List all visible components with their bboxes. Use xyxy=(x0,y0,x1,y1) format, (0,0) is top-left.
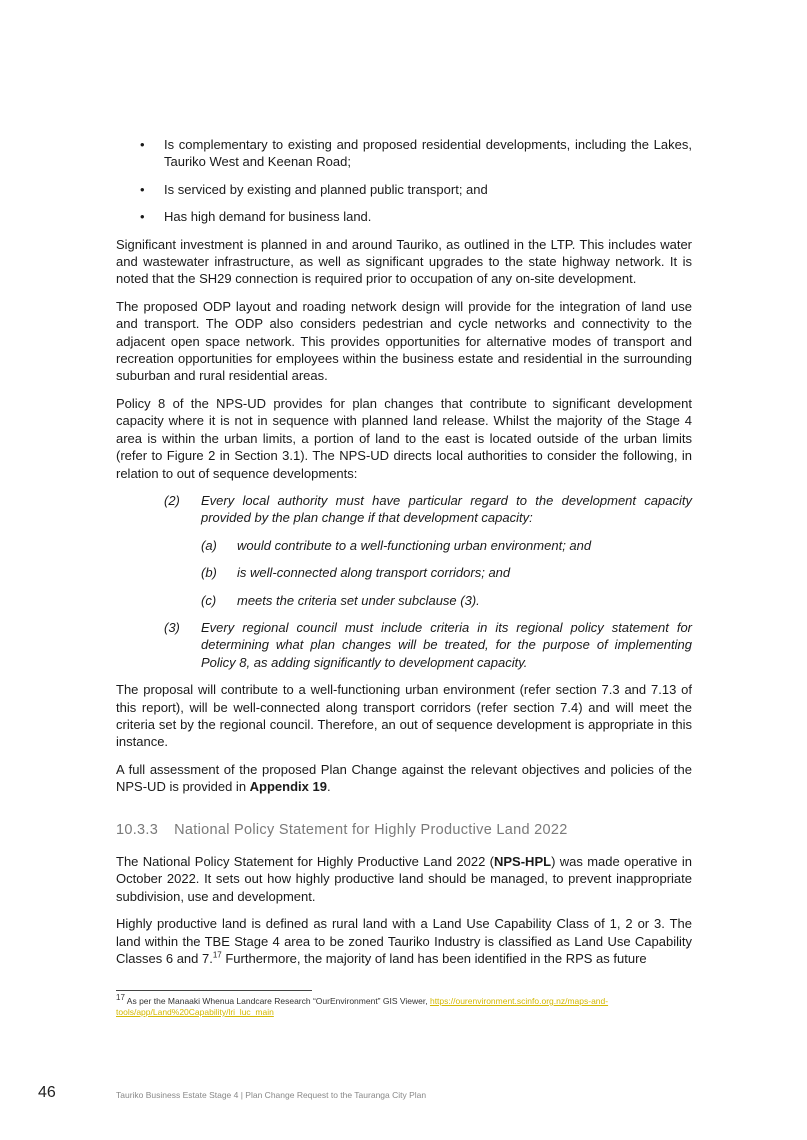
footnote-marker[interactable]: 17 xyxy=(212,950,222,960)
quote-item-text: Every regional council must include criteria in its regional policy statement for determining what plan changes will be treated, for the purpose of implementing Policy 8, as adding significantly to development capacity. xyxy=(201,619,692,670)
text-run: . xyxy=(326,779,331,795)
section-number: 10.3.3 xyxy=(116,821,159,838)
quote-item-number: (2) xyxy=(164,492,180,508)
policy-quote xyxy=(116,492,692,671)
acronym-bold: NPS-HPL xyxy=(494,854,552,869)
quote-subitem-number: (a) xyxy=(201,537,217,553)
paragraph xyxy=(116,853,692,905)
text-run: The National Policy Statement for Highly Productive Land 2022 ( xyxy=(116,854,494,869)
paragraph: The proposed ODP layout and roading network design will provide for the integration of land use and transport. The ODP also considers pedestrian and cycle networks and connectivity to the adjacent open space network. This provides opportunities for alternative modes of transport and recreation opportunities for employees within the business estate and residential in the surrounding suburban and rural residential areas. xyxy=(116,298,692,384)
quote-item-number: (3) xyxy=(164,619,180,635)
paragraph: Significant investment is planned in and around Tauriko, as outlined in the LTP. This includes water and wastewater infrastructure, as well as significant upgrades to the state highway network. It is noted that the SH29 connection is required prior to occupation of any on-site development. xyxy=(116,236,692,287)
paragraph: The proposal will contribute to a well-functioning urban environment (refer section 7.3 and 7.13 of this report), will be well-connected along transport corridors (refer section 7.4) and will meet the criteria set by the regional council. Therefore, an out of sequence development is appropriate in this instance. xyxy=(116,682,692,750)
quote-subitem-text: would contribute to a well-functioning urban environment; and xyxy=(237,537,592,553)
quote-subitem-text: is well-connected along transport corridors; and xyxy=(237,565,511,581)
footnote-number: 17 xyxy=(116,993,125,1003)
quote-item xyxy=(116,492,692,527)
text-run: Highly productive land is defined as rural land with a Land Use Capability Class of 1, 2 or 3. The land within the TBE Stage 4 area to be zoned Tauriko Industry is classified as Land Use Capability Classes 6 and 7. xyxy=(116,916,692,967)
text-run: ) was made operative in October 2022. It sets out how highly productive land should be managed, to prevent inappropriate subdivision, use and development. xyxy=(116,854,692,904)
text-run: Furthermore, the majority of land has been identified in the RPS as future xyxy=(221,951,647,967)
paragraph: Policy 8 of the NPS-UD provides for plan changes that contribute to significant development capacity where it is not in sequence with planned land release. Whilst the majority of the Stage 4 area is within the urban limits, a portion of land to the east is located outside of the urban limits (refer to Figure 2 in Section 3.1). The NPS-UD directs local authorities to consider the following, in relation to out of sequence developments: xyxy=(116,395,692,481)
quote-subitem xyxy=(116,537,692,554)
paragraph xyxy=(116,915,692,967)
page-body xyxy=(116,136,692,977)
bullet-list xyxy=(116,136,692,226)
section-title: National Policy Statement for Highly Productive Land 2022 xyxy=(174,821,568,838)
appendix-reference: Appendix 19 xyxy=(249,779,327,795)
quote-subitem-number: (c) xyxy=(201,592,217,608)
quote-item-text: Every local authority must have particular regard to the development capacity provided by the plan change if that development capacity: xyxy=(201,492,692,526)
footnote xyxy=(116,993,676,1018)
section-heading xyxy=(116,822,692,839)
footnote-divider xyxy=(116,990,312,991)
page-number: 46 xyxy=(38,1084,56,1101)
quote-item xyxy=(116,619,692,671)
quote-subitem xyxy=(116,564,692,581)
footnote-text: As per the Manaaki Whenua Landcare Research “OurEnvironment” GIS Viewer, xyxy=(124,996,430,1006)
text-run: A full assessment of the proposed Plan Change against the relevant objectives and policies of the NPS-UD is provided in xyxy=(116,761,692,795)
footer-text: Tauriko Business Estate Stage 4 | Plan Change Request to the Tauranga City Plan xyxy=(116,1090,427,1100)
quote-subitem-number: (b) xyxy=(201,565,217,581)
bullet-item: • Is serviced by existing and planned public transport; and xyxy=(116,181,692,198)
bullet-item: • Has high demand for business land. xyxy=(116,208,692,225)
quote-subitem xyxy=(116,592,692,609)
bullet-item: • Is complementary to existing and proposed residential developments, including the Lakes, Tauriko West and Keenan Road; xyxy=(116,136,692,171)
footnote-link[interactable]: https://ourenvironment.scinfo.org.nz/maps-and-tools/app/Land%20Capability/lri_luc_main xyxy=(116,996,609,1017)
quote-subitem-text: meets the criteria set under subclause (3). xyxy=(237,592,480,608)
paragraph xyxy=(116,761,692,796)
